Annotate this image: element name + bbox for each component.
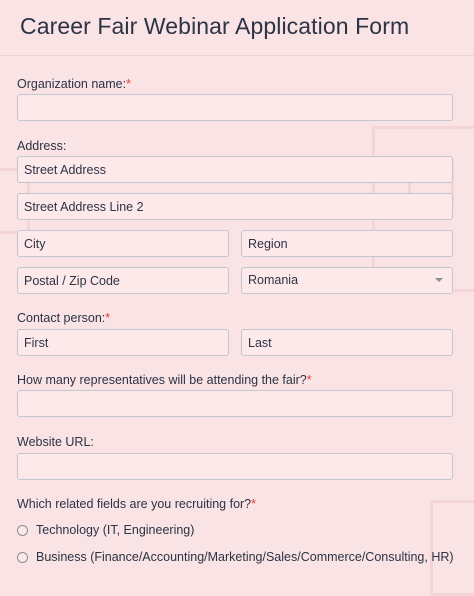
- form-title: Career Fair Webinar Application Form: [20, 13, 410, 39]
- organization-name-label-text: Organization name:: [17, 77, 127, 91]
- required-marker: *: [251, 497, 257, 511]
- title-divider: [0, 55, 474, 56]
- representatives-count-input[interactable]: [17, 390, 453, 417]
- first-name-input[interactable]: [17, 329, 229, 356]
- chevron-down-icon: [435, 278, 443, 282]
- contact-person-label: [17, 311, 110, 325]
- radio-option-label: Technology (IT, Engineering): [36, 523, 195, 537]
- recruiting-fields-label-text: Which related fields are you recruiting for?: [17, 497, 252, 511]
- radio-button[interactable]: [17, 552, 28, 563]
- radio-option-technology[interactable]: [17, 523, 194, 537]
- street-address-input[interactable]: [17, 156, 453, 183]
- street-address-line2-input[interactable]: [17, 193, 453, 220]
- contact-person-label-text: Contact person:: [17, 311, 106, 325]
- organization-name-input[interactable]: [17, 94, 453, 121]
- recruiting-fields-label: [17, 497, 256, 511]
- city-input[interactable]: [17, 230, 229, 257]
- address-label: Address:: [17, 139, 67, 153]
- representatives-label: [17, 373, 312, 387]
- organization-name-label: [17, 77, 131, 91]
- radio-option-business[interactable]: [17, 550, 454, 564]
- required-marker: *: [306, 373, 312, 387]
- postal-code-input[interactable]: [17, 267, 229, 294]
- country-selected-value: Romania: [248, 273, 299, 287]
- representatives-label-text: How many representatives will be attending the fair?: [17, 373, 307, 387]
- website-url-input[interactable]: [17, 453, 453, 480]
- required-marker: *: [105, 311, 111, 325]
- background-decoration: [430, 500, 474, 596]
- website-url-label: Website URL:: [17, 435, 94, 449]
- region-input[interactable]: [241, 230, 453, 257]
- radio-button[interactable]: [17, 525, 28, 536]
- last-name-input[interactable]: [241, 329, 453, 356]
- country-select[interactable]: [241, 267, 453, 294]
- required-marker: *: [126, 77, 131, 91]
- radio-option-label: Business (Finance/Accounting/Marketing/Sales/Commerce/Consulting, HR): [36, 550, 454, 564]
